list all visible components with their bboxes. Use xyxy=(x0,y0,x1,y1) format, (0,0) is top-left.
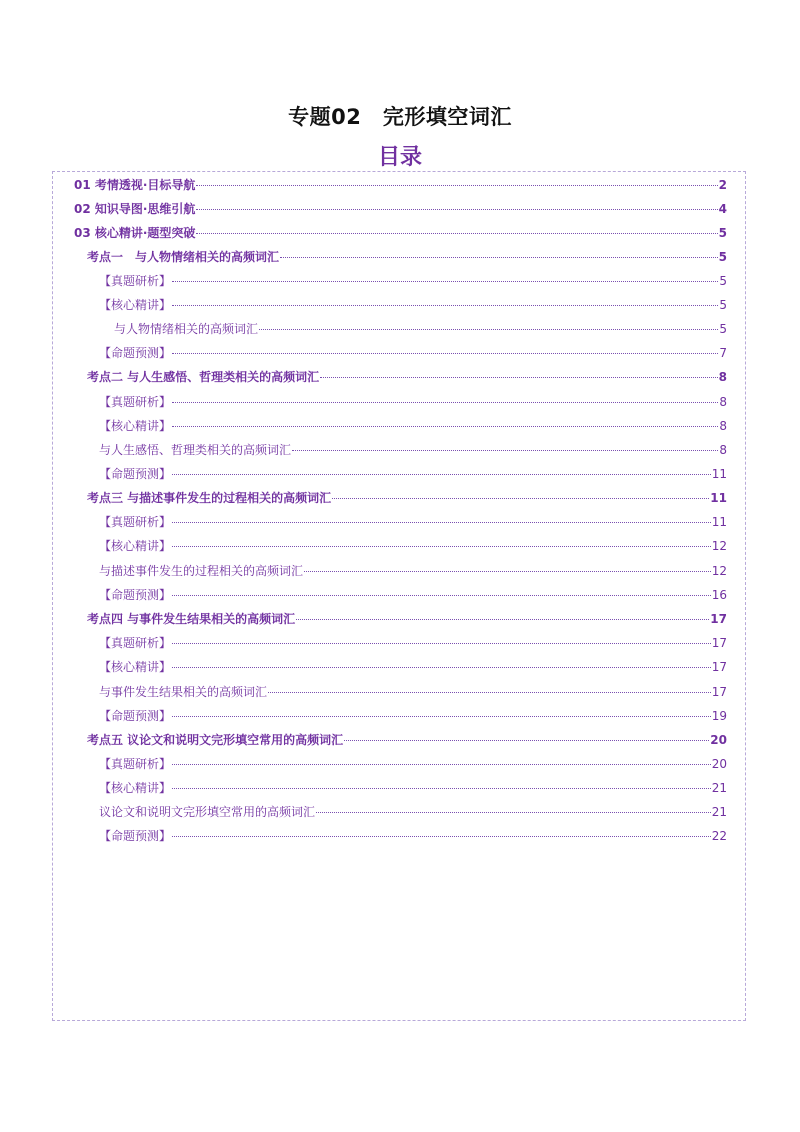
toc-entry-label: 【真题研析】 xyxy=(99,274,172,288)
toc-entry-label: 【核心精讲】 xyxy=(99,781,172,795)
toc-entry-label: 【命题预测】 xyxy=(99,467,172,481)
dot-leader xyxy=(304,571,711,572)
toc-entry-label: 与描述事件发生的过程相关的高频词汇 xyxy=(99,564,304,578)
toc-entry-label: 【命题预测】 xyxy=(99,709,172,723)
toc-entry[interactable] xyxy=(87,730,727,750)
toc-entry-label: 考点二 与人生感悟、哲理类相关的高频词汇 xyxy=(87,370,320,384)
toc-entry[interactable] xyxy=(99,682,727,702)
toc-entry[interactable] xyxy=(87,367,727,387)
toc-entry-page: 5 xyxy=(719,274,727,288)
toc-entry[interactable] xyxy=(99,536,727,556)
toc-entry-page: 11 xyxy=(711,467,727,481)
toc-entry-label: 【核心精讲】 xyxy=(99,298,172,312)
toc-entry-label: 【真题研析】 xyxy=(99,757,172,771)
toc-entry-label: 【核心精讲】 xyxy=(99,539,172,553)
toc-heading: 目录 xyxy=(377,145,422,170)
toc-entry-page: 21 xyxy=(711,781,727,795)
toc-entry-label: 【命题预测】 xyxy=(99,588,172,602)
toc-entry[interactable] xyxy=(74,175,727,195)
dot-leader xyxy=(280,257,718,258)
toc-entry-page: 5 xyxy=(719,322,727,336)
toc-entry[interactable] xyxy=(74,223,727,243)
toc-entry-page: 17 xyxy=(711,636,727,650)
dot-leader xyxy=(172,788,711,789)
toc-entry-page: 4 xyxy=(718,202,727,216)
toc-entry[interactable] xyxy=(99,585,727,605)
toc-entry-page: 2 xyxy=(718,178,727,192)
toc-entry-page: 20 xyxy=(711,757,727,771)
toc-entry-page: 5 xyxy=(718,226,727,240)
toc-entry[interactable] xyxy=(99,295,727,315)
toc-entry-label: 议论文和说明文完形填空常用的高频词汇 xyxy=(99,805,316,819)
toc-entry[interactable] xyxy=(87,247,727,267)
toc-entry-page: 17 xyxy=(711,660,727,674)
toc-entry-label: 考点三 与描述事件发生的过程相关的高频词汇 xyxy=(87,491,332,505)
dot-leader xyxy=(172,305,718,306)
toc-entry-label: 【真题研析】 xyxy=(99,636,172,650)
dot-leader xyxy=(172,522,711,523)
toc-entry-page: 5 xyxy=(719,298,727,312)
toc-entry[interactable] xyxy=(99,440,727,460)
toc-entry-label: 01 考情透视·目标导航 xyxy=(74,178,196,192)
toc-entry-label: 考点五 议论文和说明文完形填空常用的高频词汇 xyxy=(87,733,344,747)
toc-entry[interactable] xyxy=(99,392,727,412)
dot-leader xyxy=(172,643,711,644)
toc-entry[interactable] xyxy=(99,343,727,363)
toc-entry-label: 【命题预测】 xyxy=(99,829,172,843)
dot-leader xyxy=(172,426,718,427)
dot-leader xyxy=(332,498,709,499)
dot-leader xyxy=(172,402,718,403)
dot-leader xyxy=(172,595,711,596)
toc-entry-page: 8 xyxy=(718,370,727,384)
toc-entry-page: 20 xyxy=(710,733,727,747)
toc-entry-label: 考点一 与人物情绪相关的高频词汇 xyxy=(87,250,280,264)
toc-entry[interactable] xyxy=(99,802,727,822)
toc-entry-label: 考点四 与事件发生结果相关的高频词汇 xyxy=(87,612,296,626)
toc-entry-page: 11 xyxy=(711,515,727,529)
dot-leader xyxy=(172,716,711,717)
toc-entry-page: 5 xyxy=(718,250,727,264)
toc-entry[interactable] xyxy=(74,199,727,219)
dot-leader xyxy=(172,353,718,354)
toc-entry-page: 19 xyxy=(711,709,727,723)
dot-leader xyxy=(259,329,718,330)
toc-entry-label: 与人生感悟、哲理类相关的高频词汇 xyxy=(99,443,292,457)
toc-entry[interactable] xyxy=(99,657,727,677)
toc-entry-label: 【真题研析】 xyxy=(99,395,172,409)
toc-entry-label: 【核心精讲】 xyxy=(99,419,172,433)
toc-entry[interactable] xyxy=(99,706,727,726)
toc-entry[interactable] xyxy=(99,416,727,436)
dot-leader xyxy=(268,692,711,693)
dot-leader xyxy=(196,233,717,234)
toc-entry[interactable] xyxy=(99,512,727,532)
toc-entry-page: 17 xyxy=(710,612,727,626)
toc-entry-page: 8 xyxy=(719,443,727,457)
toc-entry[interactable] xyxy=(99,826,727,846)
toc-entry[interactable] xyxy=(99,754,727,774)
dot-leader xyxy=(296,619,709,620)
toc-entry-page: 8 xyxy=(719,419,727,433)
toc-entry-label: 【核心精讲】 xyxy=(99,660,172,674)
dot-leader xyxy=(292,450,718,451)
toc-entry[interactable] xyxy=(99,271,727,291)
dot-leader xyxy=(172,836,711,837)
toc-entry-label: 【真题研析】 xyxy=(99,515,172,529)
toc-entry-page: 16 xyxy=(711,588,727,602)
document-title: 专题02 完形填空词汇 xyxy=(288,105,512,129)
toc-entry-label: 与人物情绪相关的高频词汇 xyxy=(114,322,259,336)
toc-entry-label: 与事件发生结果相关的高频词汇 xyxy=(99,685,268,699)
toc-entry-page: 17 xyxy=(711,685,727,699)
toc-entry-page: 12 xyxy=(711,564,727,578)
dot-leader xyxy=(316,812,711,813)
toc-entry[interactable] xyxy=(99,561,727,581)
toc-entry[interactable] xyxy=(87,609,727,629)
toc-entry-page: 22 xyxy=(711,829,727,843)
toc-entry-page: 12 xyxy=(711,539,727,553)
toc-entry-page: 8 xyxy=(719,395,727,409)
dot-leader xyxy=(172,764,711,765)
toc-entry-label: 02 知识导图·思维引航 xyxy=(74,202,196,216)
toc-entry-page: 21 xyxy=(711,805,727,819)
dot-leader xyxy=(320,377,717,378)
toc-entry-page: 11 xyxy=(710,491,727,505)
toc-entry-label: 【命题预测】 xyxy=(99,346,172,360)
dot-leader xyxy=(172,667,711,668)
toc-entry[interactable] xyxy=(87,488,727,508)
toc-entry-page: 7 xyxy=(719,346,727,360)
dot-leader xyxy=(172,474,711,475)
toc-entry[interactable] xyxy=(99,633,727,653)
toc-entry[interactable] xyxy=(99,778,727,798)
dot-leader xyxy=(344,740,709,741)
dot-leader xyxy=(172,546,711,547)
dot-leader xyxy=(196,209,717,210)
dot-leader xyxy=(196,185,717,186)
toc-entry-label: 03 核心精讲·题型突破 xyxy=(74,226,196,240)
toc-entry[interactable] xyxy=(99,464,727,484)
toc-entry[interactable] xyxy=(114,319,727,339)
dot-leader xyxy=(172,281,718,282)
